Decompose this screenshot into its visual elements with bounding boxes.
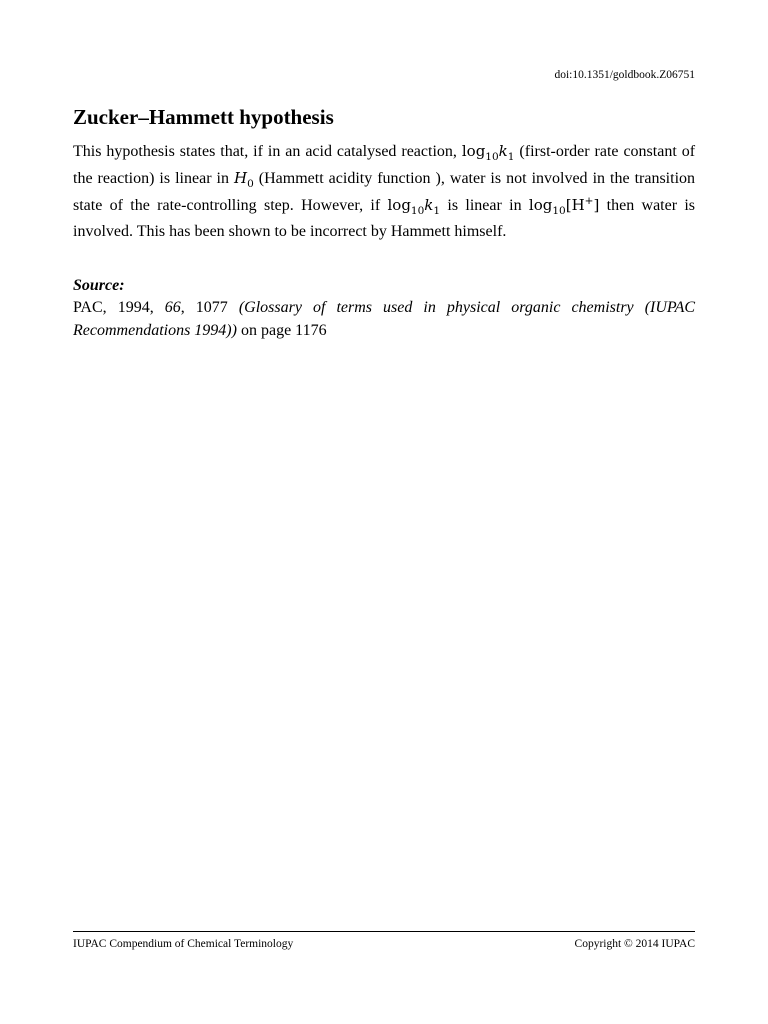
source-title-link[interactable]: (Glossary of terms used in physical organic chemistry (IUPAC Recommendations 1994)) [73, 299, 696, 339]
doi-identifier: doi:10.1351/goldbook.Z06751 [554, 69, 695, 81]
definition-text-1: This hypothesis states that, if in an acid catalysed reaction, [73, 143, 457, 160]
source-page-ref: on page 1176 [236, 322, 327, 339]
math-h0: $H_0$ [234, 169, 254, 190]
source-citation [73, 296, 695, 342]
entry-title: Zucker–Hammett hypothesis [73, 105, 334, 129]
footer-copyright: Copyright © 2014 IUPAC [574, 938, 695, 950]
definition-paragraph [73, 138, 695, 245]
footer-compendium-name: IUPAC Compendium of Chemical Terminology [73, 938, 294, 950]
definition-text-5: then water is involved. This has been shown to be incorrect by Hammett himself. [73, 197, 696, 240]
math-log10-hplus: $\log_{10}[H^+]$ [528, 195, 600, 217]
source-pages: , 1077 [180, 299, 228, 316]
definition-text-2: (first-order rate constant of the reaction) is linear in [73, 143, 696, 187]
math-log10-k1: $\log_{10}k_1$ [461, 142, 515, 163]
definition-text-3: (Hammett acidity function ), water is not involved in the transition state of the rate-controlling step. However, if [73, 170, 696, 214]
definition-text-4: is linear in [447, 197, 522, 214]
source-label: Source: [73, 277, 125, 294]
source-journal: PAC, 1994, [73, 299, 154, 316]
source-volume: 66 [164, 299, 181, 316]
footer-rule [73, 931, 695, 932]
math-log10-k1-second: $\log_{10}k_1$ [387, 196, 441, 217]
